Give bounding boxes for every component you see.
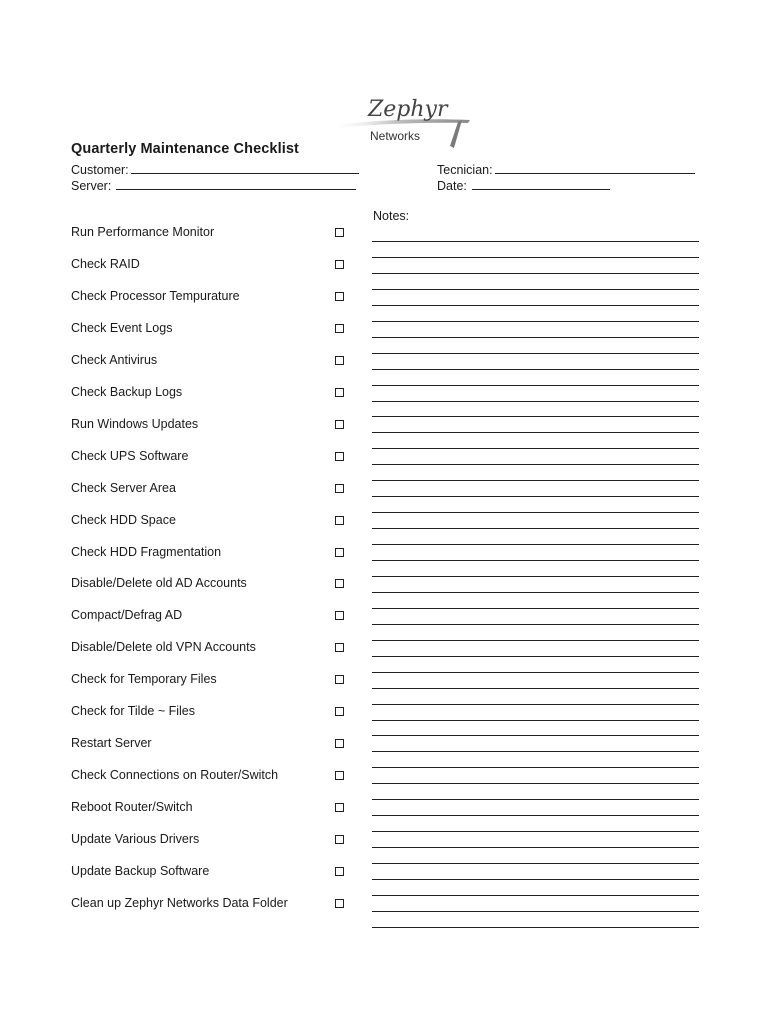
notes-line[interactable] bbox=[372, 735, 699, 736]
notes-line[interactable] bbox=[372, 385, 699, 386]
notes-line[interactable] bbox=[372, 656, 699, 657]
empty-checkbox-icon[interactable] bbox=[335, 452, 344, 461]
empty-checkbox-icon[interactable] bbox=[335, 835, 344, 844]
checklist-item-label: Reboot Router/Switch bbox=[71, 800, 193, 815]
notes-line[interactable] bbox=[372, 608, 699, 609]
notes-line[interactable] bbox=[372, 783, 699, 784]
checklist-item-label: Check Backup Logs bbox=[71, 384, 183, 399]
empty-checkbox-icon[interactable] bbox=[335, 643, 344, 652]
notes-line[interactable] bbox=[372, 672, 699, 673]
empty-checkbox-icon[interactable] bbox=[335, 707, 344, 716]
checklist-item-label: Check HDD Fragmentation bbox=[71, 544, 222, 559]
empty-checkbox-icon[interactable] bbox=[335, 867, 344, 876]
technician-label: Tecnician: bbox=[437, 163, 493, 177]
notes-line[interactable] bbox=[372, 544, 699, 545]
checklist-item-label: Clean up Zephyr Networks Data Folder bbox=[71, 895, 288, 910]
notes-line[interactable] bbox=[372, 847, 699, 848]
checklist-item-label: Check Event Logs bbox=[71, 320, 173, 335]
date-label: Date: bbox=[437, 179, 467, 193]
checklist-item-label: Run Performance Monitor bbox=[71, 225, 215, 239]
date-field bbox=[437, 177, 610, 193]
checklist-item-label: Disable/Delete old VPN Accounts bbox=[71, 640, 256, 655]
empty-checkbox-icon[interactable] bbox=[335, 324, 344, 333]
notes-line[interactable] bbox=[372, 337, 699, 338]
notes-line[interactable] bbox=[372, 767, 699, 768]
server-input-line[interactable] bbox=[116, 177, 356, 190]
empty-checkbox-icon[interactable] bbox=[335, 899, 344, 908]
empty-checkbox-icon[interactable] bbox=[335, 675, 344, 684]
logo-text-1: Zephyr bbox=[368, 97, 448, 122]
notes-line[interactable] bbox=[372, 624, 699, 625]
notes-line[interactable] bbox=[372, 751, 699, 752]
zephyr-networks-logo bbox=[322, 92, 474, 152]
logo-text-2: Networks bbox=[370, 129, 421, 143]
checklist-item-label: Compact/Defrag AD bbox=[71, 608, 183, 623]
empty-checkbox-icon[interactable] bbox=[335, 579, 344, 588]
notes-line[interactable] bbox=[372, 576, 699, 577]
empty-checkbox-icon[interactable] bbox=[335, 228, 344, 237]
checklist-item-label: Check Antivirus bbox=[71, 352, 158, 367]
checklist-item-label: Disable/Delete old AD Accounts bbox=[71, 576, 247, 591]
checklist-item-label: Check Connections on Router/Switch bbox=[71, 768, 279, 783]
notes-line[interactable] bbox=[372, 704, 699, 705]
checklist-item-label: Update Backup Software bbox=[71, 864, 210, 878]
notes-line[interactable] bbox=[372, 480, 699, 481]
empty-checkbox-icon[interactable] bbox=[335, 516, 344, 525]
checklist-item-label: Update Various Drivers bbox=[71, 832, 200, 847]
notes-line[interactable] bbox=[372, 273, 699, 274]
notes-line[interactable] bbox=[372, 464, 699, 465]
notes-label: Notes: bbox=[373, 209, 410, 223]
server-field bbox=[71, 177, 356, 193]
notes-line[interactable] bbox=[372, 815, 699, 816]
checklist-item-label: Check for Temporary Files bbox=[71, 672, 217, 687]
empty-checkbox-icon[interactable] bbox=[335, 771, 344, 780]
technician-input-line[interactable] bbox=[495, 161, 695, 174]
notes-line[interactable] bbox=[372, 640, 699, 641]
customer-label: Customer: bbox=[71, 163, 129, 177]
checklist-item-label: Check HDD Space bbox=[71, 512, 176, 527]
server-label: Server: bbox=[71, 179, 112, 193]
notes-line[interactable] bbox=[372, 863, 699, 864]
checklist-item-label: Check Processor Tempurature bbox=[71, 288, 240, 303]
empty-checkbox-icon[interactable] bbox=[335, 420, 344, 429]
notes-line[interactable] bbox=[372, 927, 699, 928]
empty-checkbox-icon[interactable] bbox=[335, 803, 344, 812]
checklist-item-label: Check RAID bbox=[71, 256, 140, 271]
notes-line[interactable] bbox=[372, 401, 699, 402]
page-title: Quarterly Maintenance Checklist bbox=[71, 141, 299, 157]
notes-line[interactable] bbox=[372, 416, 699, 417]
date-input-line[interactable] bbox=[472, 177, 610, 190]
checklist-item-label: Check Server Area bbox=[71, 480, 176, 495]
notes-line[interactable] bbox=[372, 688, 699, 689]
notes-line[interactable] bbox=[372, 432, 699, 433]
empty-checkbox-icon[interactable] bbox=[335, 356, 344, 365]
empty-checkbox-icon[interactable] bbox=[335, 388, 344, 397]
notes-line[interactable] bbox=[372, 321, 699, 322]
notes-line[interactable] bbox=[372, 496, 699, 497]
notes-line[interactable] bbox=[372, 257, 699, 258]
empty-checkbox-icon[interactable] bbox=[335, 260, 344, 269]
notes-line[interactable] bbox=[372, 831, 699, 832]
logo-graphic bbox=[322, 92, 474, 152]
notes-line[interactable] bbox=[372, 799, 699, 800]
customer-field bbox=[71, 161, 359, 177]
checklist-item-label: Restart Server bbox=[71, 736, 152, 751]
notes-line[interactable] bbox=[372, 369, 699, 370]
empty-checkbox-icon[interactable] bbox=[335, 484, 344, 493]
notes-line[interactable] bbox=[372, 895, 699, 896]
checklist-item-label: Check UPS Software bbox=[71, 448, 189, 463]
notes-line[interactable] bbox=[372, 448, 699, 449]
empty-checkbox-icon[interactable] bbox=[335, 739, 344, 748]
notes-line[interactable] bbox=[372, 911, 699, 912]
notes-line[interactable] bbox=[372, 528, 699, 529]
notes-line[interactable] bbox=[372, 512, 699, 513]
notes-line[interactable] bbox=[372, 592, 699, 593]
notes-line[interactable] bbox=[372, 720, 699, 721]
empty-checkbox-icon[interactable] bbox=[335, 548, 344, 557]
empty-checkbox-icon[interactable] bbox=[335, 292, 344, 301]
notes-line[interactable] bbox=[372, 241, 699, 242]
notes-line[interactable] bbox=[372, 289, 699, 290]
empty-checkbox-icon[interactable] bbox=[335, 611, 344, 620]
checklist-item-label: Check for Tilde ~ Files bbox=[71, 704, 196, 719]
technician-field bbox=[437, 161, 695, 177]
customer-input-line[interactable] bbox=[131, 161, 359, 174]
checklist-item-label: Run Windows Updates bbox=[71, 416, 199, 431]
notes-line[interactable] bbox=[372, 560, 699, 561]
notes-line[interactable] bbox=[372, 305, 699, 306]
notes-line[interactable] bbox=[372, 353, 699, 354]
notes-line[interactable] bbox=[372, 879, 699, 880]
